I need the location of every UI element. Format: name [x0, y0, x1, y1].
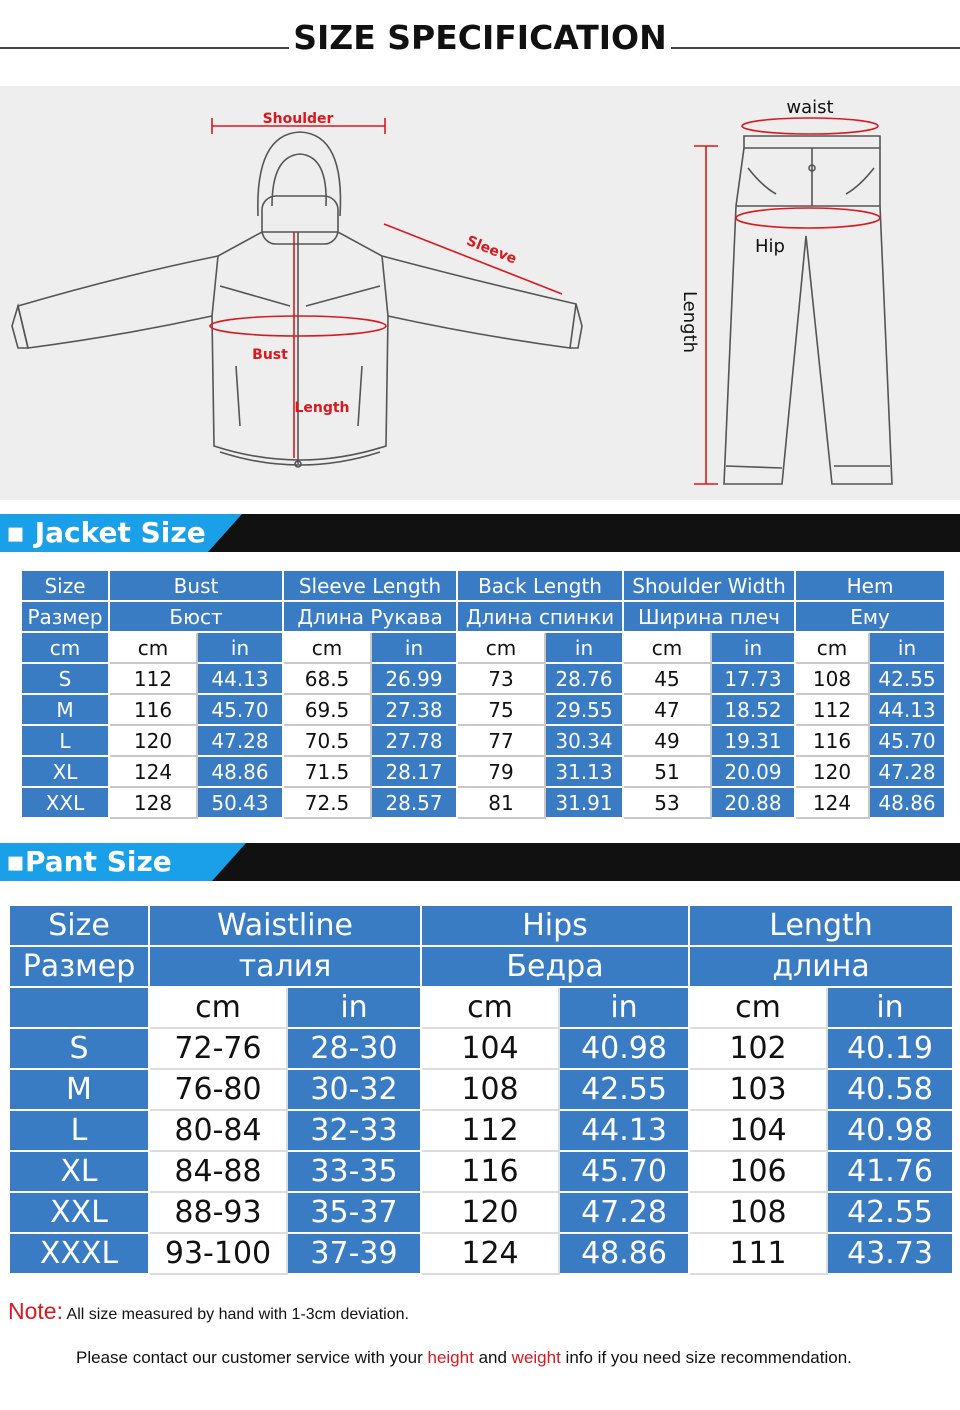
- measurement-diagram: [0, 86, 960, 500]
- pant-col-hips: Hips: [421, 905, 689, 946]
- value-cell: 33-35: [287, 1151, 421, 1192]
- note-line-1: [8, 1298, 409, 1325]
- unit-cell: in: [545, 632, 623, 663]
- unit-cell: in: [559, 987, 689, 1028]
- value-cell: 20.09: [711, 756, 795, 787]
- note-text: info if you need size recommendation.: [565, 1348, 852, 1367]
- value-cell: 40.98: [559, 1028, 689, 1069]
- pant-col-size: Size: [9, 905, 149, 946]
- value-cell: 116: [109, 694, 197, 725]
- value-cell: 30-32: [287, 1069, 421, 1110]
- pant-col-size-ru: Размер: [9, 946, 149, 987]
- size-cell: S: [9, 1028, 149, 1069]
- note-text: Please contact our customer service with your: [76, 1348, 423, 1367]
- value-cell: 51: [623, 756, 711, 787]
- value-cell: 76-80: [149, 1069, 287, 1110]
- value-cell: 27.38: [371, 694, 457, 725]
- value-cell: 120: [421, 1192, 559, 1233]
- value-cell: 104: [421, 1028, 559, 1069]
- value-cell: 71.5: [283, 756, 371, 787]
- unit-cell: in: [711, 632, 795, 663]
- value-cell: 44.13: [559, 1110, 689, 1151]
- value-cell: 27.78: [371, 725, 457, 756]
- jacket-section-title: ▪ Jacket Size: [6, 516, 206, 549]
- value-cell: 124: [421, 1233, 559, 1274]
- value-cell: 116: [795, 725, 869, 756]
- garment-illustration: [0, 86, 960, 500]
- jacket-col-bust: Bust: [109, 570, 283, 601]
- value-cell: 43.73: [827, 1233, 953, 1274]
- value-cell: 47.28: [869, 756, 945, 787]
- jacket-col-sleeve-ru: Длина Рукава: [283, 601, 457, 632]
- value-cell: 104: [689, 1110, 827, 1151]
- value-cell: 80-84: [149, 1110, 287, 1151]
- value-cell: 88-93: [149, 1192, 287, 1233]
- note-label: Note:: [8, 1298, 63, 1324]
- unit-cell: cm: [689, 987, 827, 1028]
- value-cell: 18.52: [711, 694, 795, 725]
- value-cell: 40.58: [827, 1069, 953, 1110]
- pants-length-label: Length: [679, 290, 700, 354]
- pant-col-length: Length: [689, 905, 953, 946]
- jacket-col-sleeve: Sleeve Length: [283, 570, 457, 601]
- pant-section-banner: [0, 843, 960, 881]
- table-row: [9, 1192, 953, 1233]
- value-cell: 49: [623, 725, 711, 756]
- unit-cell: in: [827, 987, 953, 1028]
- shoulder-label: Shoulder: [262, 111, 334, 127]
- size-cell: XXXL: [9, 1233, 149, 1274]
- pant-header-ru: [9, 946, 953, 987]
- value-cell: 120: [795, 756, 869, 787]
- unit-cell: in: [869, 632, 945, 663]
- pant-col-waistline: Waistline: [149, 905, 421, 946]
- table-row: [21, 663, 945, 694]
- value-cell: 17.73: [711, 663, 795, 694]
- note-weight-highlight: weight: [511, 1348, 561, 1367]
- pant-section-title: ▪Pant Size: [6, 845, 172, 878]
- jacket-col-bust-ru: Бюст: [109, 601, 283, 632]
- unit-cell-empty: [9, 987, 149, 1028]
- value-cell: 112: [109, 663, 197, 694]
- value-cell: 44.13: [869, 694, 945, 725]
- value-cell: 75: [457, 694, 545, 725]
- pant-units-row: [9, 987, 953, 1028]
- page-title: SIZE SPECIFICATION: [0, 18, 960, 57]
- value-cell: 108: [795, 663, 869, 694]
- value-cell: 72.5: [283, 787, 371, 818]
- value-cell: 108: [421, 1069, 559, 1110]
- value-cell: 45.70: [559, 1151, 689, 1192]
- table-row: [21, 694, 945, 725]
- table-row: [21, 787, 945, 818]
- value-cell: 77: [457, 725, 545, 756]
- note-line-2: [76, 1348, 852, 1368]
- value-cell: 31.91: [545, 787, 623, 818]
- jacket-col-shoulder: Shoulder Width: [623, 570, 795, 601]
- table-row: [9, 1028, 953, 1069]
- value-cell: 40.19: [827, 1028, 953, 1069]
- value-cell: 93-100: [149, 1233, 287, 1274]
- value-cell: 28.76: [545, 663, 623, 694]
- hip-label: Hip: [755, 236, 785, 257]
- value-cell: 40.98: [827, 1110, 953, 1151]
- value-cell: 28-30: [287, 1028, 421, 1069]
- value-cell: 112: [421, 1110, 559, 1151]
- value-cell: 48.86: [559, 1233, 689, 1274]
- pants-drawing: [724, 136, 892, 484]
- waist-label: waist: [786, 97, 834, 118]
- value-cell: 69.5: [283, 694, 371, 725]
- note-text: and: [478, 1348, 507, 1367]
- unit-cell: cm: [421, 987, 559, 1028]
- jacket-size-table: [20, 569, 946, 819]
- unit-cell: cm: [795, 632, 869, 663]
- page-header: [0, 0, 960, 86]
- jacket-col-size-ru: Размер: [21, 601, 109, 632]
- jacket-length-label: Length: [294, 400, 350, 416]
- bust-label: Bust: [252, 347, 288, 363]
- value-cell: 28.17: [371, 756, 457, 787]
- unit-cell: in: [371, 632, 457, 663]
- value-cell: 48.86: [197, 756, 283, 787]
- value-cell: 73: [457, 663, 545, 694]
- value-cell: 45: [623, 663, 711, 694]
- unit-cell: in: [287, 987, 421, 1028]
- unit-cell: in: [197, 632, 283, 663]
- value-cell: 31.13: [545, 756, 623, 787]
- value-cell: 102: [689, 1028, 827, 1069]
- value-cell: 42.55: [827, 1192, 953, 1233]
- jacket-header-en: [21, 570, 945, 601]
- value-cell: 48.86: [869, 787, 945, 818]
- value-cell: 106: [689, 1151, 827, 1192]
- pant-col-hips-ru: Бедра: [421, 946, 689, 987]
- table-row: [9, 1069, 953, 1110]
- value-cell: 30.34: [545, 725, 623, 756]
- size-cell: S: [21, 663, 109, 694]
- pant-size-table: [8, 904, 954, 1275]
- value-cell: 116: [421, 1151, 559, 1192]
- size-cell: L: [9, 1110, 149, 1151]
- pant-col-waistline-ru: талия: [149, 946, 421, 987]
- note-text: All size measured by hand with 1-3cm deviation.: [66, 1306, 409, 1323]
- value-cell: 81: [457, 787, 545, 818]
- value-cell: 19.31: [711, 725, 795, 756]
- size-cell: XL: [21, 756, 109, 787]
- sleeve-label: Sleeve: [464, 233, 519, 268]
- unit-cell: cm: [149, 987, 287, 1028]
- value-cell: 50.43: [197, 787, 283, 818]
- value-cell: 111: [689, 1233, 827, 1274]
- value-cell: 42.55: [559, 1069, 689, 1110]
- table-row: [21, 725, 945, 756]
- pant-header-en: [9, 905, 953, 946]
- size-cell: XL: [9, 1151, 149, 1192]
- size-cell: M: [9, 1069, 149, 1110]
- jacket-section-banner: [0, 514, 960, 552]
- value-cell: 108: [689, 1192, 827, 1233]
- table-row: [9, 1151, 953, 1192]
- jacket-units-row: [21, 632, 945, 663]
- jacket-col-size: Size: [21, 570, 109, 601]
- pant-col-length-ru: длина: [689, 946, 953, 987]
- jacket-col-shoulder-ru: Ширина плеч: [623, 601, 795, 632]
- table-row: [21, 756, 945, 787]
- size-cell: M: [21, 694, 109, 725]
- value-cell: 72-76: [149, 1028, 287, 1069]
- unit-cell: cm: [623, 632, 711, 663]
- note-height-highlight: height: [427, 1348, 474, 1367]
- size-cell: L: [21, 725, 109, 756]
- value-cell: 124: [795, 787, 869, 818]
- size-cell: XXL: [9, 1192, 149, 1233]
- unit-cell: cm: [21, 632, 109, 663]
- size-cell: XXL: [21, 787, 109, 818]
- value-cell: 28.57: [371, 787, 457, 818]
- value-cell: 112: [795, 694, 869, 725]
- value-cell: 37-39: [287, 1233, 421, 1274]
- jacket-col-hem-ru: Ему: [795, 601, 945, 632]
- value-cell: 47.28: [197, 725, 283, 756]
- jacket-header-ru: [21, 601, 945, 632]
- value-cell: 70.5: [283, 725, 371, 756]
- value-cell: 47: [623, 694, 711, 725]
- value-cell: 20.88: [711, 787, 795, 818]
- unit-cell: cm: [283, 632, 371, 663]
- value-cell: 79: [457, 756, 545, 787]
- value-cell: 45.70: [869, 725, 945, 756]
- value-cell: 124: [109, 756, 197, 787]
- value-cell: 26.99: [371, 663, 457, 694]
- value-cell: 45.70: [197, 694, 283, 725]
- value-cell: 128: [109, 787, 197, 818]
- value-cell: 42.55: [869, 663, 945, 694]
- value-cell: 84-88: [149, 1151, 287, 1192]
- jacket-col-hem: Hem: [795, 570, 945, 601]
- table-row: [9, 1233, 953, 1274]
- value-cell: 41.76: [827, 1151, 953, 1192]
- value-cell: 35-37: [287, 1192, 421, 1233]
- value-cell: 68.5: [283, 663, 371, 694]
- table-row: [9, 1110, 953, 1151]
- value-cell: 47.28: [559, 1192, 689, 1233]
- value-cell: 44.13: [197, 663, 283, 694]
- value-cell: 32-33: [287, 1110, 421, 1151]
- unit-cell: cm: [457, 632, 545, 663]
- jacket-col-back-ru: Длина спинки: [457, 601, 623, 632]
- unit-cell: cm: [109, 632, 197, 663]
- jacket-col-back: Back Length: [457, 570, 623, 601]
- value-cell: 53: [623, 787, 711, 818]
- value-cell: 120: [109, 725, 197, 756]
- value-cell: 103: [689, 1069, 827, 1110]
- jacket-drawing: [12, 132, 582, 467]
- value-cell: 29.55: [545, 694, 623, 725]
